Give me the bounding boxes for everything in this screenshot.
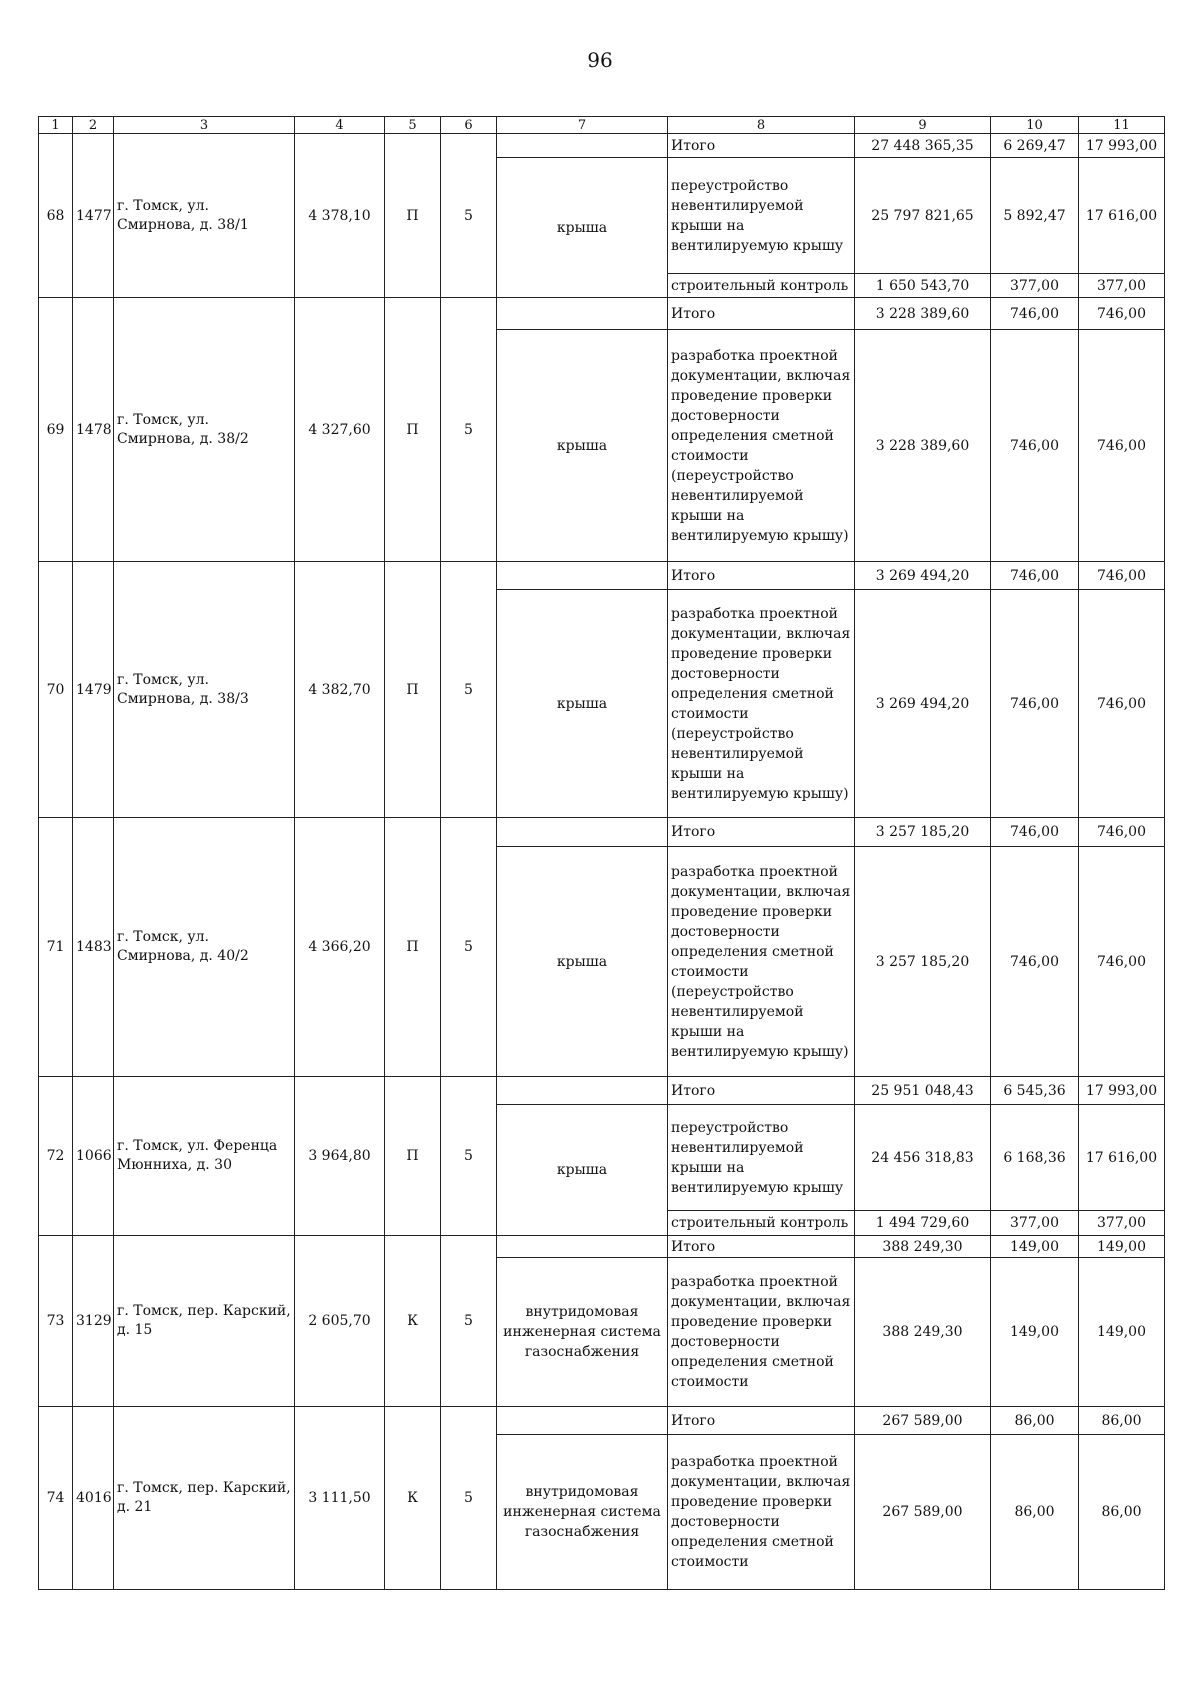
floors-count: 5 [441,1077,497,1236]
structural-element-blank [497,562,668,590]
table-row [39,298,1165,330]
house-address: г. Томск, пер. Карский, д. 15 [114,1236,295,1407]
structural-element-blank [497,134,668,158]
total-area: 4 327,60 [295,298,385,562]
cost-total: 24 456 318,83 [855,1105,991,1211]
row-number: 70 [39,562,73,818]
row-number: 73 [39,1236,73,1407]
cost-limit-per-sqm: 17 993,00 [1079,134,1165,158]
total-area: 2 605,70 [295,1236,385,1407]
house-address: г. Томск, ул. Смирнова, д. 38/1 [114,134,295,298]
building-type: П [385,298,441,562]
work-description: переустройство невентилируемой крыши на вентилируемую крышу [668,158,855,274]
cost-per-sqm: 377,00 [991,274,1079,298]
house-code: 1478 [73,298,114,562]
floors-count: 5 [441,298,497,562]
work-description: разработка проектной документации, включая проведение проверки достоверности определения сметной стоимости (переустройство невентилируемой крыши на вентилируемую крышу) [668,847,855,1077]
row-number: 68 [39,134,73,298]
table-row [39,1407,1165,1435]
cost-limit-per-sqm: 86,00 [1079,1407,1165,1435]
building-type: К [385,1236,441,1407]
capital-repair-table [38,116,1165,1590]
work-description: Итого [668,562,855,590]
structural-element-blank [497,818,668,847]
cost-total: 267 589,00 [855,1435,991,1590]
cost-total: 3 269 494,20 [855,562,991,590]
cost-per-sqm: 6 545,36 [991,1077,1079,1105]
cost-total: 3 257 185,20 [855,818,991,847]
cost-limit-per-sqm: 86,00 [1079,1435,1165,1590]
row-number: 74 [39,1407,73,1590]
cost-limit-per-sqm: 746,00 [1079,847,1165,1077]
cost-per-sqm: 5 892,47 [991,158,1079,274]
house-address: г. Томск, ул. Смирнова, д. 38/2 [114,298,295,562]
floors-count: 5 [441,134,497,298]
work-description: разработка проектной документации, включая проведение проверки достоверности определения сметной стоимости (переустройство невентилируемой крыши на вентилируемую крышу) [668,330,855,562]
work-description: Итого [668,298,855,330]
structural-element: крыша [497,330,668,562]
cost-limit-per-sqm: 746,00 [1079,298,1165,330]
cost-per-sqm: 746,00 [991,562,1079,590]
cost-per-sqm: 149,00 [991,1236,1079,1258]
row-number: 71 [39,818,73,1077]
table-row [39,818,1165,847]
structural-element-blank [497,1407,668,1435]
cost-per-sqm: 746,00 [991,298,1079,330]
page-number: 96 [587,48,613,72]
row-number: 69 [39,298,73,562]
column-number: 6 [441,117,497,134]
house-code: 1483 [73,818,114,1077]
cost-total: 1 494 729,60 [855,1211,991,1236]
cost-limit-per-sqm: 17 993,00 [1079,1077,1165,1105]
structural-element-blank [497,1077,668,1105]
cost-limit-per-sqm: 746,00 [1079,562,1165,590]
cost-limit-per-sqm: 746,00 [1079,330,1165,562]
structural-element: внутридомовая инженерная система газоснабжения [497,1258,668,1407]
structural-element: крыша [497,1105,668,1236]
column-number-row [39,117,1165,134]
structural-element: внутридомовая инженерная система газоснабжения [497,1435,668,1590]
total-area: 4 378,10 [295,134,385,298]
house-code: 1477 [73,134,114,298]
cost-limit-per-sqm: 149,00 [1079,1236,1165,1258]
cost-per-sqm: 86,00 [991,1435,1079,1590]
total-area: 4 382,70 [295,562,385,818]
building-type: К [385,1407,441,1590]
structural-element: крыша [497,590,668,818]
table-row [39,1236,1165,1258]
work-description: строительный контроль [668,274,855,298]
building-type: П [385,562,441,818]
cost-total: 1 650 543,70 [855,274,991,298]
work-description: Итого [668,1407,855,1435]
column-number: 11 [1079,117,1165,134]
column-number: 2 [73,117,114,134]
table-row [39,562,1165,590]
building-type: П [385,134,441,298]
total-area: 3 111,50 [295,1407,385,1590]
cost-total: 3 228 389,60 [855,298,991,330]
cost-total: 3 228 389,60 [855,330,991,562]
work-description: Итого [668,1077,855,1105]
cost-limit-per-sqm: 746,00 [1079,590,1165,818]
cost-per-sqm: 746,00 [991,330,1079,562]
cost-limit-per-sqm: 377,00 [1079,1211,1165,1236]
cost-per-sqm: 6 269,47 [991,134,1079,158]
house-address: г. Томск, ул. Ференца Мюнниха, д. 30 [114,1077,295,1236]
cost-total: 388 249,30 [855,1236,991,1258]
cost-total: 388 249,30 [855,1258,991,1407]
cost-total: 27 448 365,35 [855,134,991,158]
building-type: П [385,1077,441,1236]
structural-element-blank [497,298,668,330]
house-address: г. Томск, ул. Смирнова, д. 40/2 [114,818,295,1077]
table-row [39,134,1165,158]
cost-per-sqm: 377,00 [991,1211,1079,1236]
cost-per-sqm: 86,00 [991,1407,1079,1435]
column-number: 10 [991,117,1079,134]
work-description: Итого [668,134,855,158]
column-number: 8 [668,117,855,134]
floors-count: 5 [441,1407,497,1590]
table-row [39,1077,1165,1105]
structural-element: крыша [497,158,668,298]
work-description: строительный контроль [668,1211,855,1236]
work-description: разработка проектной документации, включая проведение проверки достоверности определения сметной стоимости (переустройство невентилируемой крыши на вентилируемую крышу) [668,590,855,818]
floors-count: 5 [441,818,497,1077]
house-code: 4016 [73,1407,114,1590]
column-number: 3 [114,117,295,134]
column-number: 5 [385,117,441,134]
cost-total: 3 257 185,20 [855,847,991,1077]
house-code: 3129 [73,1236,114,1407]
cost-total: 25 797 821,65 [855,158,991,274]
floors-count: 5 [441,1236,497,1407]
cost-per-sqm: 746,00 [991,847,1079,1077]
work-description: разработка проектной документации, включая проведение проверки достоверности определения сметной стоимости [668,1435,855,1590]
cost-limit-per-sqm: 17 616,00 [1079,1105,1165,1211]
cost-limit-per-sqm: 746,00 [1079,818,1165,847]
work-description: Итого [668,1236,855,1258]
column-number: 1 [39,117,73,134]
column-number: 4 [295,117,385,134]
cost-limit-per-sqm: 17 616,00 [1079,158,1165,274]
work-description: разработка проектной документации, включая проведение проверки достоверности определения сметной стоимости [668,1258,855,1407]
cost-per-sqm: 149,00 [991,1258,1079,1407]
cost-total: 3 269 494,20 [855,590,991,818]
work-description: Итого [668,818,855,847]
cost-per-sqm: 746,00 [991,818,1079,847]
column-number: 7 [497,117,668,134]
house-address: г. Томск, пер. Карский, д. 21 [114,1407,295,1590]
cost-limit-per-sqm: 377,00 [1079,274,1165,298]
cost-limit-per-sqm: 149,00 [1079,1258,1165,1407]
structural-element-blank [497,1236,668,1258]
cost-total: 25 951 048,43 [855,1077,991,1105]
table-body [39,117,1165,1590]
column-number: 9 [855,117,991,134]
building-type: П [385,818,441,1077]
house-code: 1066 [73,1077,114,1236]
cost-per-sqm: 746,00 [991,590,1079,818]
house-address: г. Томск, ул. Смирнова, д. 38/3 [114,562,295,818]
total-area: 3 964,80 [295,1077,385,1236]
work-description: переустройство невентилируемой крыши на вентилируемую крышу [668,1105,855,1211]
house-code: 1479 [73,562,114,818]
row-number: 72 [39,1077,73,1236]
cost-total: 267 589,00 [855,1407,991,1435]
total-area: 4 366,20 [295,818,385,1077]
floors-count: 5 [441,562,497,818]
structural-element: крыша [497,847,668,1077]
cost-per-sqm: 6 168,36 [991,1105,1079,1211]
